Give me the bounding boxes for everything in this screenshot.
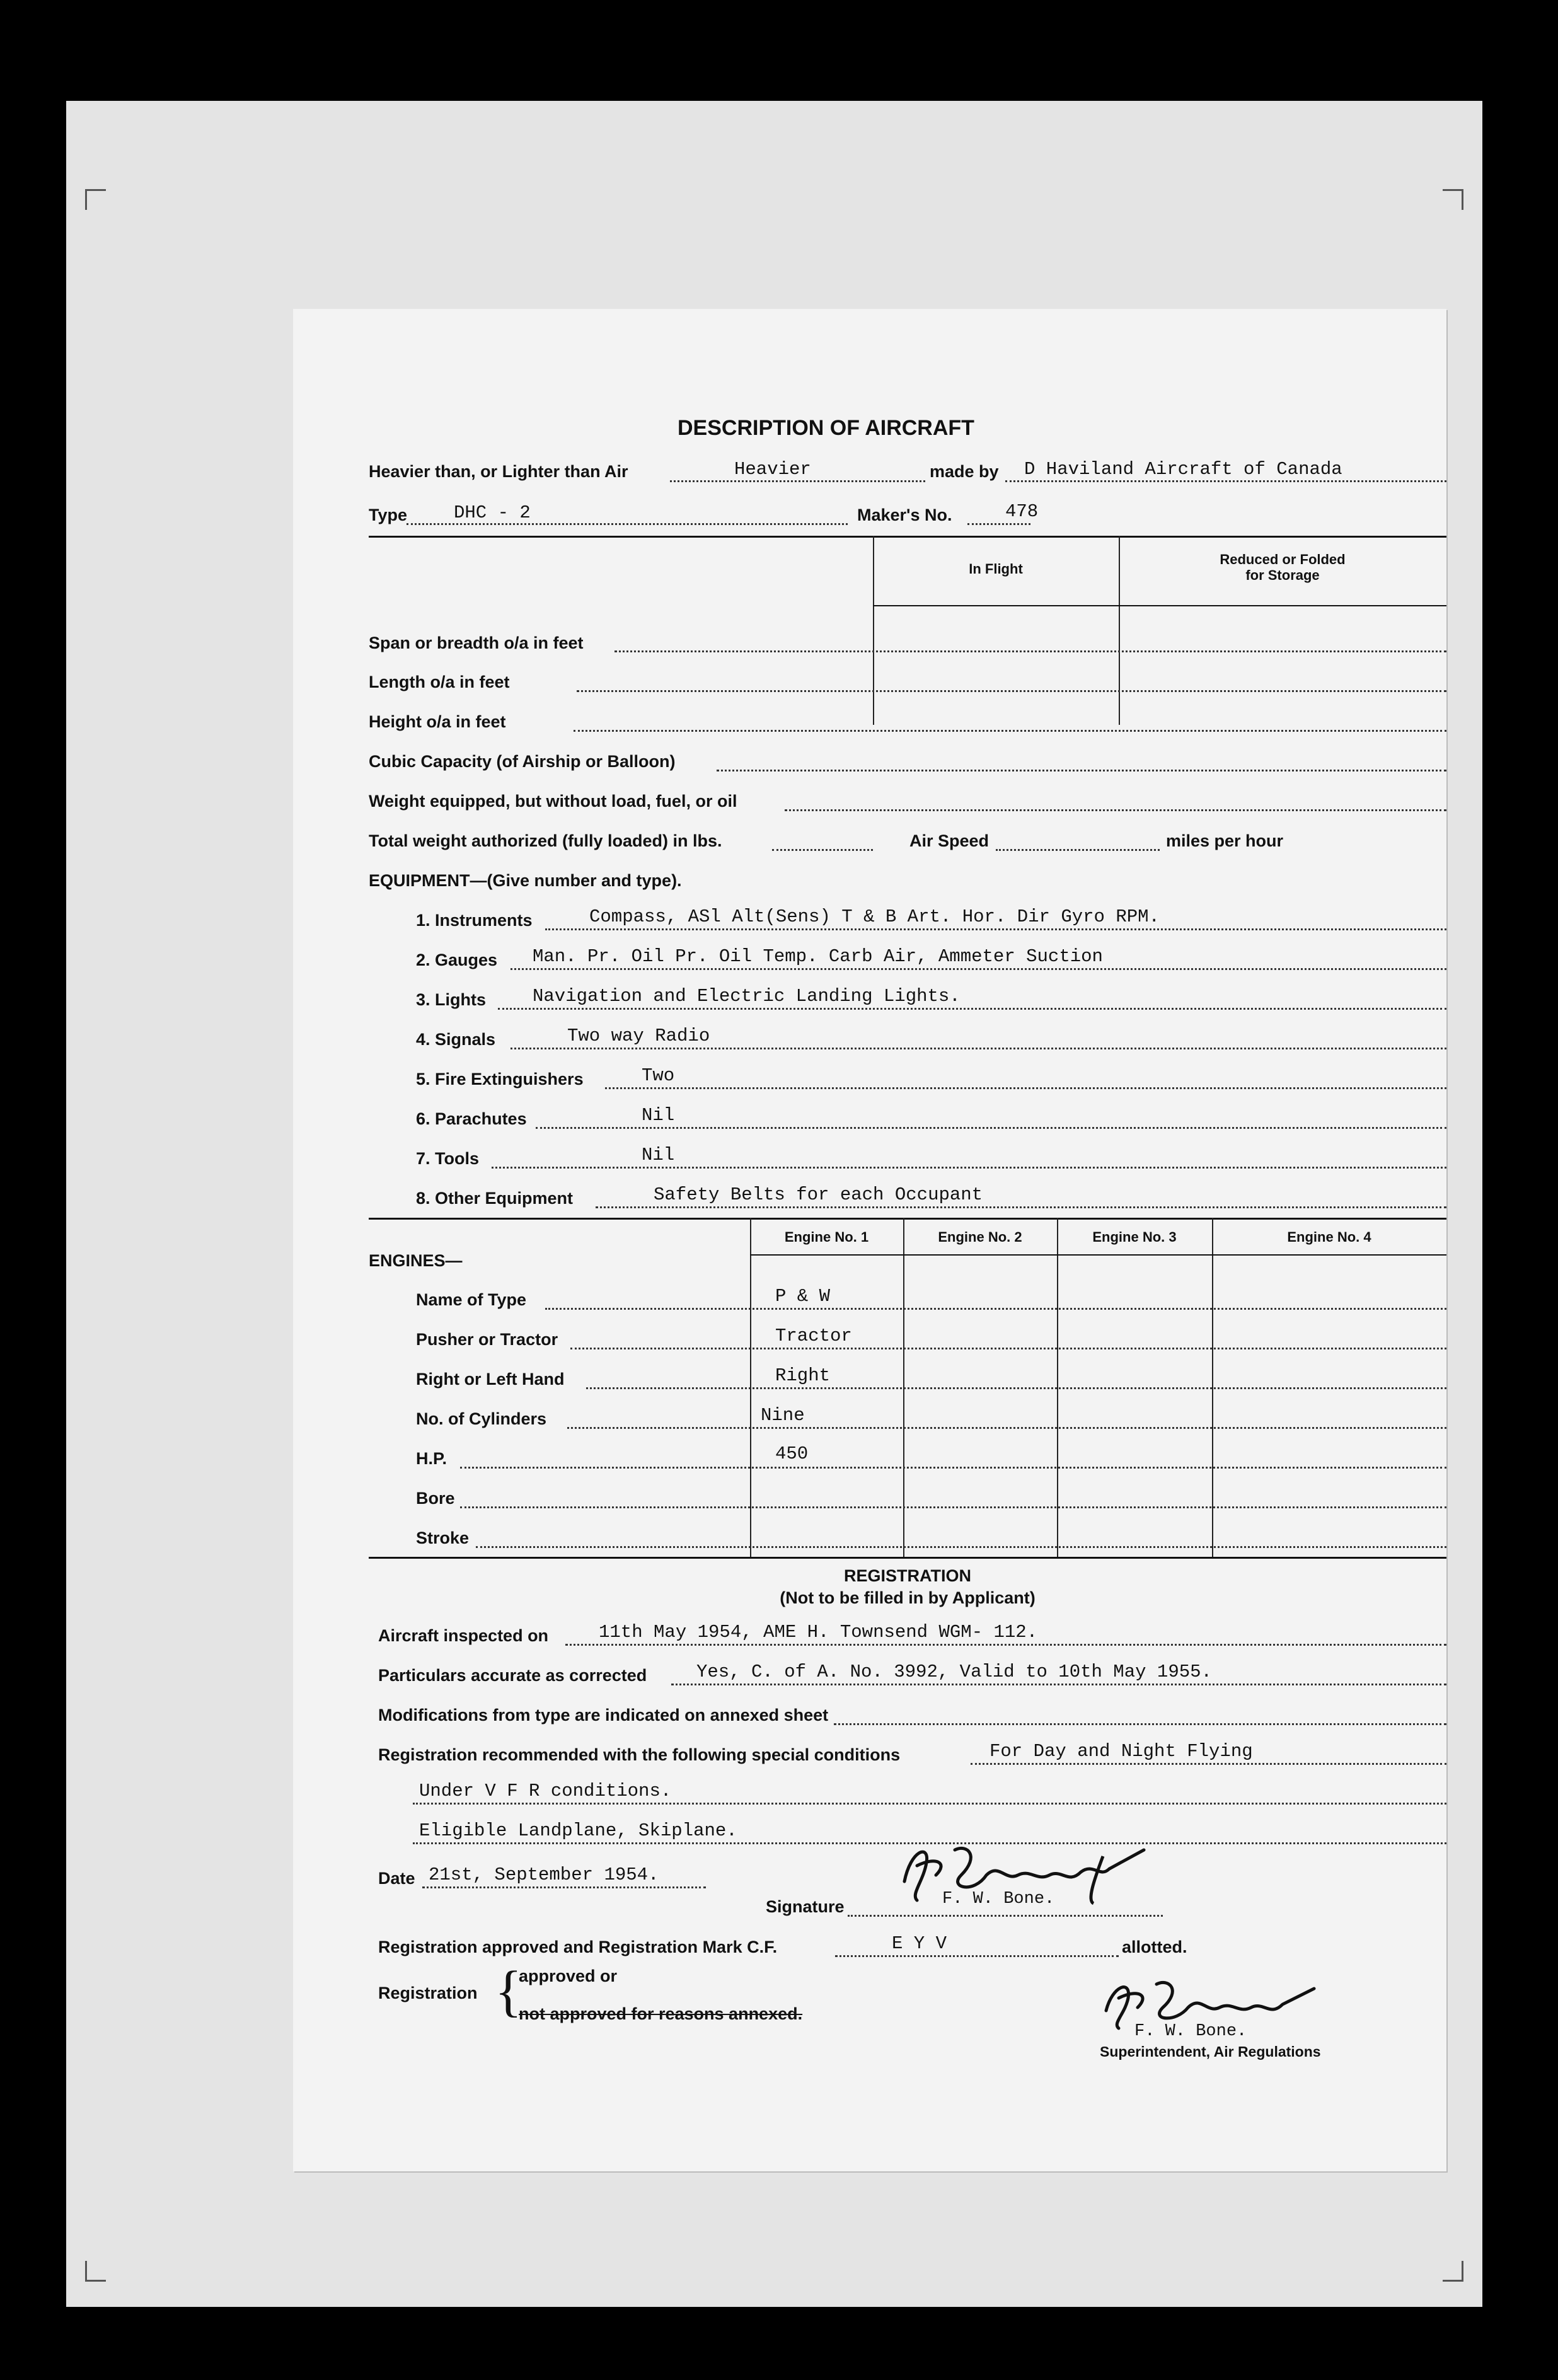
equipment-value-parachutes: Nil	[642, 1105, 675, 1126]
date-value: 21st, September 1954.	[429, 1864, 659, 1885]
registration-subheading: (Not to be filled in by Applicant)	[780, 1588, 1036, 1607]
equipment-label-signals: 4. Signals	[416, 1030, 496, 1049]
rule	[369, 1218, 1446, 1220]
engine-row-label: No. of Cylinders	[416, 1409, 547, 1428]
engine-row-label: Right or Left Hand	[416, 1370, 565, 1389]
approved-label: Registration approved and Registration Mark C.F.	[378, 1938, 778, 1956]
equipment-value-fire-extinguishers: Two	[642, 1065, 675, 1086]
engine-1-name-of-type: P & W	[775, 1286, 831, 1307]
equipment-label-other: 8. Other Equipment	[416, 1189, 574, 1208]
crop-mark	[1443, 189, 1463, 210]
equipment-label-tools: 7. Tools	[416, 1149, 480, 1168]
reduced-header-line2: for Storage	[1245, 567, 1320, 583]
equipment-label-instruments: 1. Instruments	[416, 911, 533, 930]
allotted-label: allotted.	[1122, 1938, 1187, 1956]
crop-mark	[85, 2261, 106, 2282]
superintendent-name: F. W. Bone.	[1134, 2022, 1247, 2041]
handwritten-signature	[892, 1837, 1157, 1910]
registration-label: Registration	[378, 1984, 478, 2002]
not-approved-label: not approved for reasons annexed.	[519, 2004, 803, 2023]
equipment-label-gauges: 2. Gauges	[416, 950, 498, 969]
engine-1-right-or-left-hand: Right	[775, 1365, 831, 1386]
in-flight-header: In Flight	[969, 561, 1023, 577]
engine-row-label: Bore	[416, 1489, 455, 1508]
engine-row-label: Name of Type	[416, 1290, 527, 1309]
span-label: Span or breadth o/a in feet	[369, 633, 584, 652]
engine-row-label: Pusher or Tractor	[416, 1330, 558, 1349]
equipment-value-other: Safety Belts for each Occupant	[654, 1184, 983, 1205]
superintendent-title: Superintendent, Air Regulations	[1100, 2043, 1321, 2060]
engine-1-no-of-cylinders: Nine	[761, 1405, 805, 1426]
height-label: Height o/a in feet	[369, 712, 506, 731]
equipment-label-parachutes: 6. Parachutes	[416, 1109, 527, 1128]
rule	[369, 536, 1446, 538]
total-weight-label: Total weight authorized (fully loaded) in lbs.	[369, 831, 722, 850]
equipment-value-lights: Navigation and Electric Landing Lights.	[533, 986, 961, 1007]
made-by-value: D Haviland Aircraft of Canada	[1024, 459, 1342, 480]
particulars-value: Yes, C. of A. No. 3992, Valid to 10th May 1955.	[696, 1661, 1212, 1682]
signature-label: Signature	[766, 1897, 845, 1916]
made-by-label: made by	[930, 462, 999, 481]
equipment-value-tools: Nil	[642, 1145, 675, 1165]
signature-name: F. W. Bone.	[942, 1890, 1055, 1909]
inspected-value: 11th May 1954, AME H. Townsend WGM- 112.	[599, 1622, 1038, 1643]
engine-2-header: Engine No. 2	[938, 1229, 1022, 1245]
length-label: Length o/a in feet	[369, 673, 510, 691]
equipment-value-instruments: Compass, ASl Alt(Sens) T & B Art. Hor. Dir Gyro RPM.	[589, 906, 1160, 927]
makers-no-value: 478	[1005, 501, 1039, 522]
miles-per-hour-label: miles per hour	[1166, 831, 1284, 850]
equipment-heading: EQUIPMENT—(Give number and type).	[369, 871, 682, 890]
brace: {	[495, 1960, 522, 2023]
rule	[873, 605, 1446, 606]
equipment-value-gauges: Man. Pr. Oil Pr. Oil Temp. Carb Air, Ammeter Suction	[533, 946, 1103, 967]
rule	[750, 1254, 1446, 1256]
reduced-header-line1: Reduced or Folded	[1220, 552, 1346, 567]
engine-row-label: H.P.	[416, 1449, 447, 1468]
type-value: DHC - 2	[454, 502, 531, 523]
conditions-line-3: Eligible Landplane, Skiplane.	[419, 1820, 737, 1841]
equipment-label-lights: 3. Lights	[416, 990, 487, 1009]
engine-1-header: Engine No. 1	[784, 1229, 869, 1245]
type-label: Type	[369, 505, 408, 524]
equipment-value-signals: Two way Radio	[567, 1025, 710, 1046]
engine-row-label: Stroke	[416, 1528, 470, 1547]
crop-mark	[1443, 2261, 1463, 2282]
conditions-line-2: Under V F R conditions.	[419, 1781, 672, 1801]
engine-1-hp: 450	[775, 1443, 809, 1464]
weight-equipped-label: Weight equipped, but without load, fuel, or oil	[369, 792, 737, 811]
equipment-label-fire-extinguishers: 5. Fire Extinguishers	[416, 1070, 584, 1089]
engines-heading: ENGINES—	[369, 1251, 463, 1270]
date-label: Date	[378, 1869, 415, 1888]
engine-4-header: Engine No. 4	[1287, 1229, 1371, 1245]
modifications-label: Modifications from type are indicated on annexed sheet	[378, 1706, 829, 1724]
recommended-value: For Day and Night Flying	[990, 1741, 1253, 1762]
approved-or-label: approved or	[519, 1967, 618, 1985]
air-speed-label: Air Speed	[909, 831, 990, 850]
particulars-label: Particulars accurate as corrected	[378, 1666, 647, 1685]
cubic-capacity-label: Cubic Capacity (of Airship or Balloon)	[369, 752, 676, 771]
makers-no-label: Maker's No.	[857, 505, 952, 524]
engine-1-pusher-or-tractor: Tractor	[775, 1326, 852, 1346]
lighter-than-air-value: Heavier	[734, 459, 811, 480]
inspected-label: Aircraft inspected on	[378, 1626, 549, 1645]
lighter-than-air-label: Heavier than, or Lighter than Air	[369, 462, 628, 481]
aircraft-description-form	[293, 309, 1446, 2171]
crop-mark	[85, 189, 106, 210]
registration-heading: REGISTRATION	[844, 1566, 971, 1585]
form-title: DESCRIPTION OF AIRCRAFT	[678, 416, 974, 440]
registration-mark-value: E Y V	[892, 1933, 947, 1954]
rule	[369, 1557, 1446, 1559]
recommended-label: Registration recommended with the following special conditions	[378, 1745, 901, 1764]
engine-3-header: Engine No. 3	[1092, 1229, 1177, 1245]
